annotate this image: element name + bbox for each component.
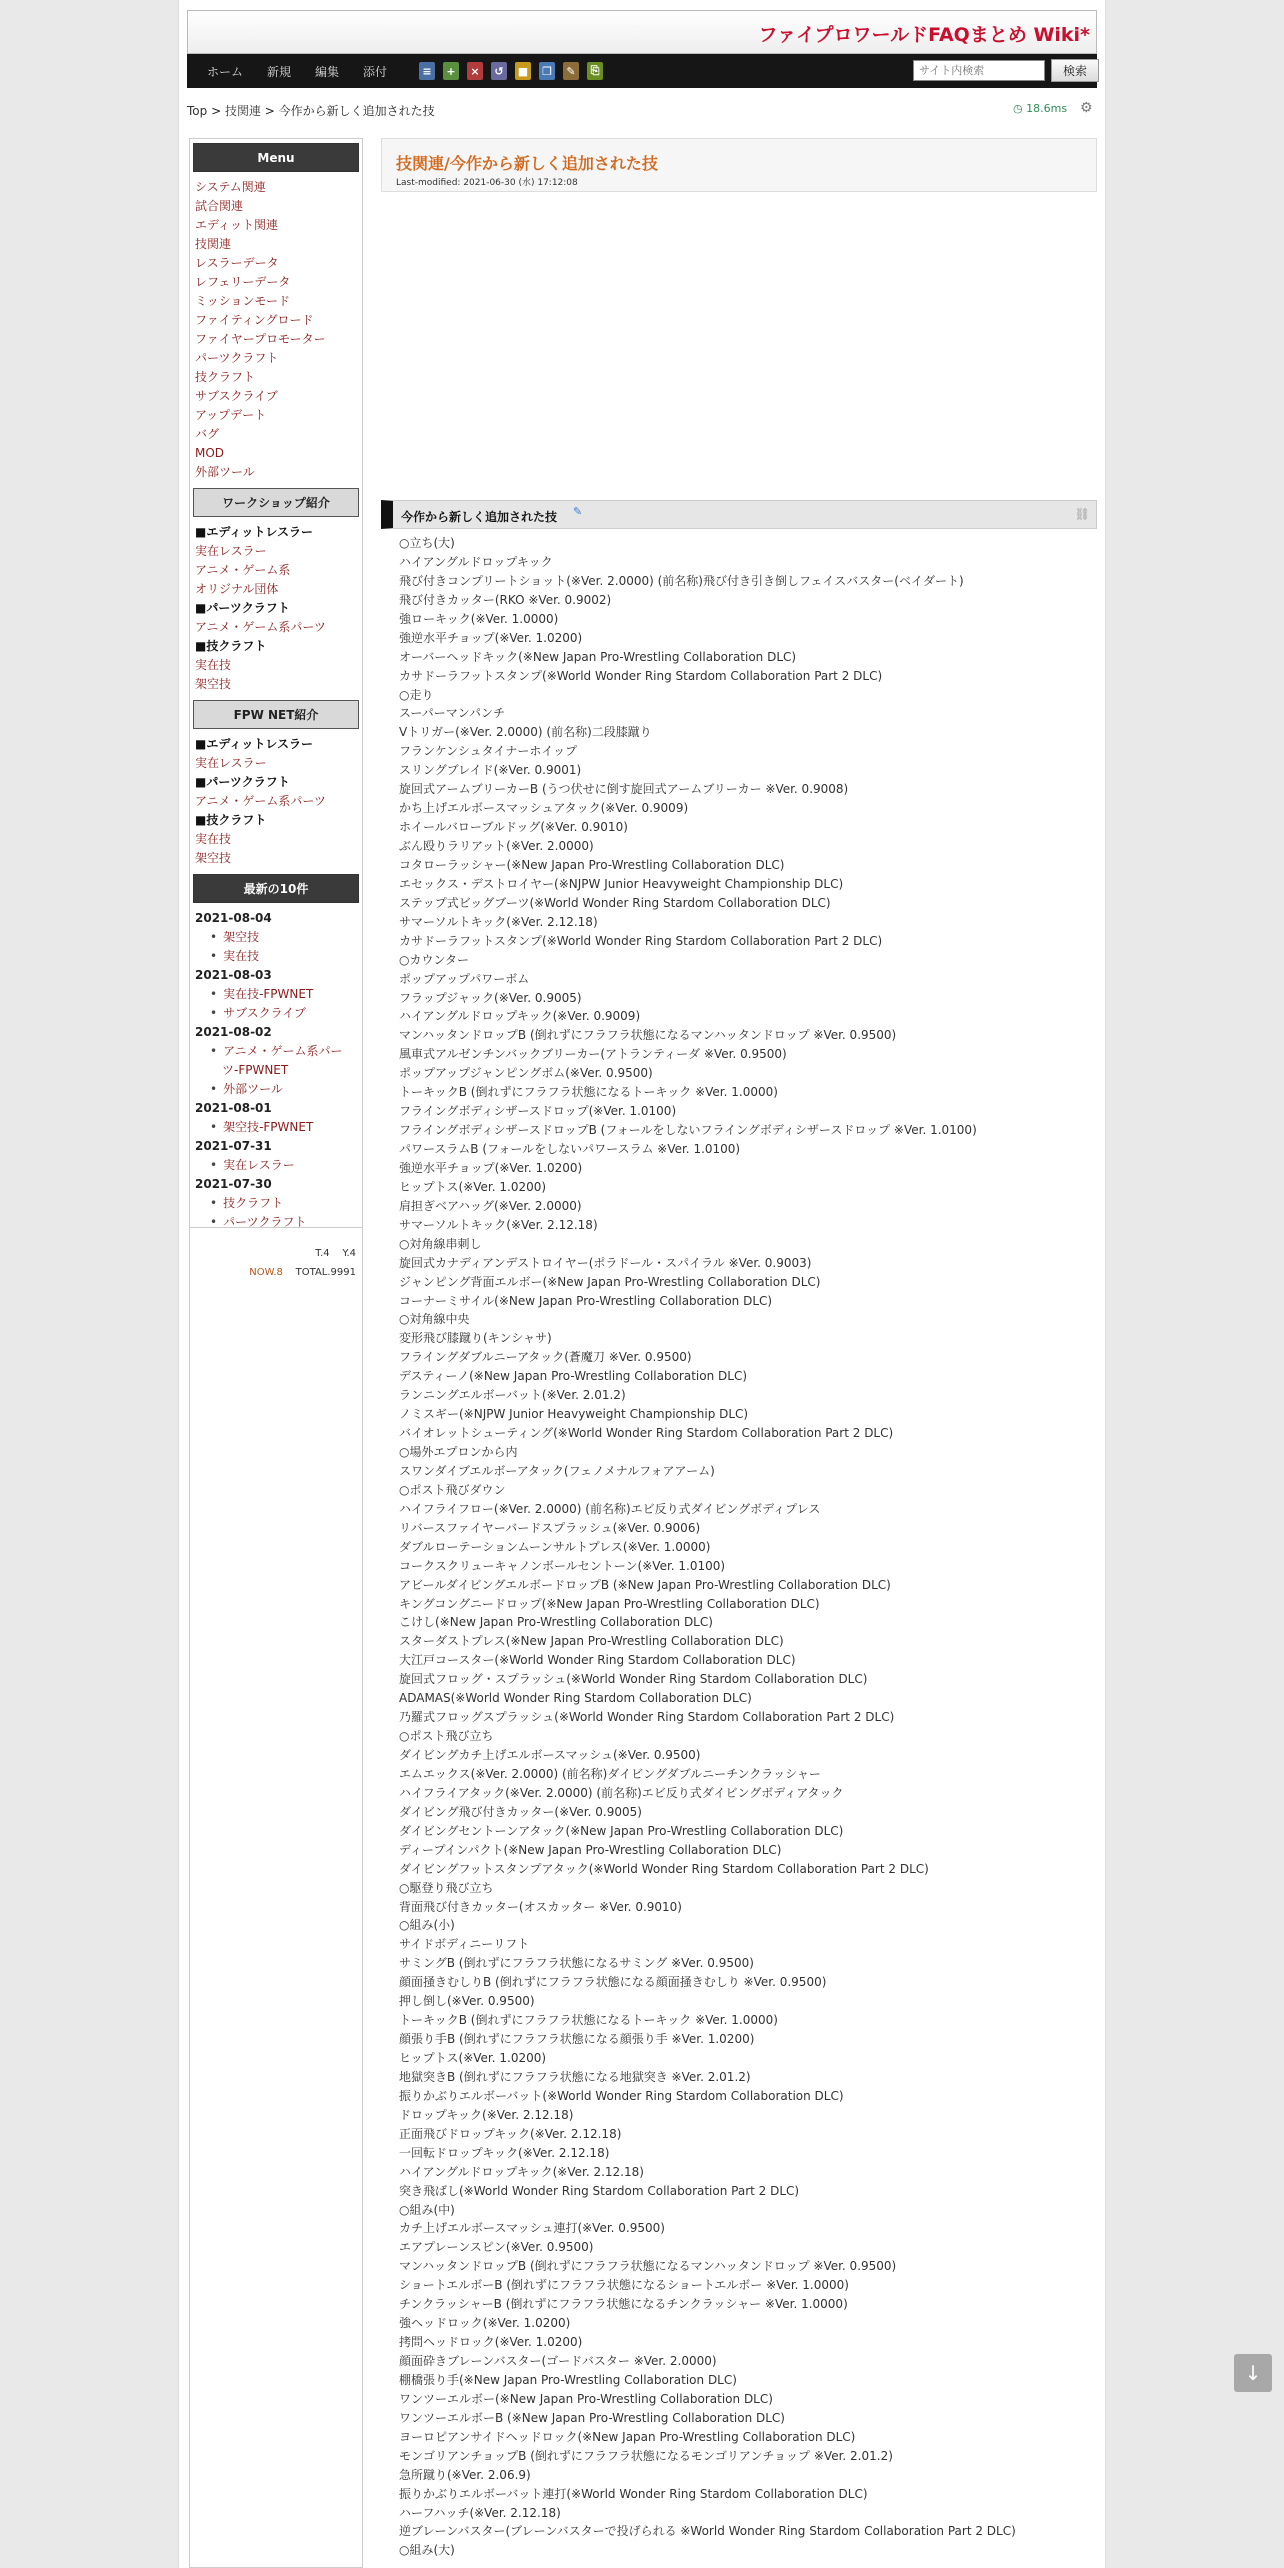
workshop-category: ■パーツクラフト bbox=[195, 601, 290, 615]
sidebar-workshop-list bbox=[190, 523, 362, 694]
category-heading: ○走り bbox=[399, 687, 434, 702]
move-item: ヨーロピアンサイドヘッドロック(※New Japan Pro-Wrestling Collaboration DLC) bbox=[399, 2429, 856, 2444]
move-item: 乃羅式フロッグスプラッシュ(※World Wonder Ring Stardom Collaboration Part 2 DLC) bbox=[399, 1710, 895, 1725]
breadcrumb bbox=[187, 102, 435, 119]
page-title-box bbox=[381, 138, 1097, 192]
rename-icon[interactable]: ✎ bbox=[563, 62, 579, 80]
recent-date: 2021-07-31 bbox=[195, 1139, 272, 1153]
move-item: バイオレットシューティング(※World Wonder Ring Stardom Collaboration Part 2 DLC) bbox=[399, 1426, 894, 1441]
move-item: 正面飛びドロップキック(※Ver. 2.12.18) bbox=[399, 2126, 622, 2141]
render-time-value: 18.6ms bbox=[1026, 102, 1068, 115]
move-item: ステップ式ビッグブーツ(※World Wonder Ring Stardom Collaboration DLC) bbox=[399, 895, 831, 910]
move-item: ハイフライアタック(※Ver. 2.0000) (前名称)エビ反り式ダイビングボディアタック bbox=[399, 1785, 844, 1800]
sidebar-menu-item[interactable]: MOD bbox=[195, 446, 225, 460]
move-item: 顔張り手B (倒れずにフラフラ状態になる顔張り手 ※Ver. 1.0200) bbox=[399, 2032, 755, 2047]
arrow-down-icon: ↓ bbox=[1244, 2361, 1262, 2385]
move-item: フラップジャック(※Ver. 0.9005) bbox=[399, 990, 582, 1005]
move-item: 旋回式カナディアンデストロイヤー(ポラドール・スパイラル ※Ver. 0.9003) bbox=[399, 1255, 812, 1270]
move-item: ハイアングルドロップキック bbox=[399, 554, 553, 569]
move-item: ADAMAS(※World Wonder Ring Stardom Collaboration DLC) bbox=[399, 1691, 752, 1706]
workshop-item[interactable]: アニメ・ゲーム系パーツ bbox=[195, 620, 326, 634]
move-item: カサドーラフットスタンプ(※World Wonder Ring Stardom Collaboration Part 2 DLC) bbox=[399, 668, 883, 683]
fpwnet-category: ■技クラフト bbox=[195, 813, 267, 827]
sidebar-menu-item[interactable]: レスラーデータ bbox=[195, 256, 279, 270]
sidebar-recent-title: 最新の10件 bbox=[193, 874, 359, 903]
category-heading: ○組み(中) bbox=[399, 2202, 455, 2217]
category-heading: ○組み(大) bbox=[399, 2543, 455, 2558]
move-item: サマーソルトキック(※Ver. 2.12.18) bbox=[399, 914, 598, 929]
move-item: キングコングニードロップ(※New Japan Pro-Wrestling Collaboration DLC) bbox=[399, 1596, 820, 1611]
move-item: 大江戸コースター(※World Wonder Ring Stardom Collaboration DLC) bbox=[399, 1653, 796, 1668]
counter-today: T.4 bbox=[315, 1248, 330, 1259]
breadcrumb-top-link[interactable]: Top bbox=[187, 104, 208, 118]
fpwnet-item[interactable]: 実在レスラー bbox=[195, 756, 267, 770]
nav-home-link[interactable]: ホーム bbox=[207, 65, 244, 79]
move-item: チンクラッシャーB (倒れずにフラフラ状態になるチンクラッシャー ※Ver. 1.0000) bbox=[399, 2297, 848, 2312]
move-item: エセックス・デストロイヤー(※NJPW Junior Heavyweight Championship DLC) bbox=[399, 876, 844, 891]
delete-page-icon[interactable]: × bbox=[467, 62, 483, 80]
move-item: エムエックス(※Ver. 2.0000) (前名称)ダイビングダブルニーチンクラッシャー bbox=[399, 1766, 821, 1781]
move-item: サイドボディニーリフト bbox=[399, 1937, 530, 1952]
section-heading bbox=[381, 500, 1097, 529]
recent-date: 2021-07-30 bbox=[195, 1177, 272, 1191]
recent-item[interactable]: • 実在技 bbox=[210, 947, 362, 966]
move-item: ダイビングカチ上げエルボースマッシュ(※Ver. 0.9500) bbox=[399, 1748, 701, 1762]
workshop-item[interactable]: 実在レスラー bbox=[195, 544, 267, 558]
move-item: マンハッタンドロップB (倒れずにフラフラ状態になるマンハッタンドロップ ※Ver. 0.9500) bbox=[399, 1028, 897, 1043]
lock-icon[interactable]: ■ bbox=[515, 62, 531, 80]
move-item: 顔面砕きブレーンバスター(ゴードバスター ※Ver. 2.0000) bbox=[399, 2354, 717, 2368]
access-counter bbox=[190, 1227, 362, 1282]
move-item: ジャンピング背面エルボー(※New Japan Pro-Wrestling Collaboration DLC) bbox=[399, 1274, 821, 1289]
move-item: ディープインパクト(※New Japan Pro-Wrestling Collaboration DLC) bbox=[399, 1842, 782, 1857]
move-item: 急所蹴り(※Ver. 2.06.9) bbox=[399, 2467, 531, 2482]
nav-edit-link[interactable]: 編集 bbox=[315, 65, 340, 79]
move-item: ハイアングルドロップキック(※Ver. 2.12.18) bbox=[399, 2164, 644, 2179]
breadcrumb-separator: > bbox=[260, 104, 279, 118]
move-item: ダイビング飛び付きカッター(※Ver. 0.9005) bbox=[399, 1804, 642, 1819]
gear-icon[interactable]: ⚙ bbox=[1080, 100, 1093, 116]
workshop-category: ■技クラフト bbox=[195, 639, 267, 653]
sidebar-menu-item[interactable]: 技クラフト bbox=[195, 370, 256, 384]
move-item: トーキックB (倒れずにフラフラ状態になるトーキック ※Ver. 1.0000) bbox=[399, 1085, 778, 1100]
attach-icon[interactable]: ⎘ bbox=[587, 62, 603, 80]
page-title[interactable]: 技関連/今作から新しく追加された技 bbox=[396, 154, 658, 173]
fpwnet-item[interactable]: 架空技 bbox=[195, 851, 232, 865]
breadcrumb-current: 今作から新しく追加された技 bbox=[278, 104, 435, 118]
nav-new-link[interactable]: 新規 bbox=[267, 65, 292, 79]
move-item: 振りかぶりエルボーバット連打(※World Wonder Ring Stardom Collaboration DLC) bbox=[399, 2486, 868, 2501]
move-item: 旋回式フロッグ・スプラッシュ(※World Wonder Ring Stardom Collaboration DLC) bbox=[399, 1672, 868, 1687]
move-item: 逆ブレーンバスター(ブレーンバスターで投げられる ※World Wonder Ring Stardom Collaboration Part 2 DLC) bbox=[399, 2524, 1016, 2539]
move-item: コーナーミサイル(※New Japan Pro-Wrestling Collaboration DLC) bbox=[399, 1293, 773, 1308]
move-item: 強ヘッドロック(※Ver. 1.0200) bbox=[399, 2316, 571, 2331]
move-item: 棚橋張り手(※New Japan Pro-Wrestling Collaboration DLC) bbox=[399, 2372, 737, 2387]
move-item: 背面飛び付きカッター(オスカッター ※Ver. 0.9010) bbox=[399, 1899, 682, 1914]
move-item: パワースラムB (フォールをしないパワースラム ※Ver. 1.0100) bbox=[399, 1142, 741, 1156]
move-item: ワンツーエルボーB (※New Japan Pro-Wrestling Collaboration DLC) bbox=[399, 2410, 785, 2425]
sidebar-menu-item[interactable]: ミッションモード bbox=[195, 294, 291, 308]
move-item: カチ上げエルボースマッシュ連打(※Ver. 0.9500) bbox=[399, 2221, 665, 2236]
breadcrumb-parent-link[interactable]: 技関連 bbox=[224, 104, 261, 118]
edit-pencil-icon[interactable]: ✎ bbox=[573, 505, 583, 518]
move-item: フライングボディシザースドロップB (フォールをしないフライングボディシザースドロップ ※Ver. 1.0100) bbox=[399, 1123, 977, 1138]
move-item: ぶん殴りラリアット(※Ver. 2.0000) bbox=[399, 839, 594, 853]
move-item: 風車式アルゼンチンバックブリーカー(アトランティーダ ※Ver. 0.9500) bbox=[399, 1047, 787, 1062]
move-item: 振りかぶりエルボーバット(※World Wonder Ring Stardom Collaboration DLC) bbox=[399, 2088, 844, 2103]
sidebar-menu-item[interactable]: ファイヤープロモーター bbox=[195, 332, 326, 346]
recent-item[interactable]: • サブスクライブ bbox=[210, 1004, 362, 1023]
recent-item[interactable]: • 架空技-FPWNET bbox=[210, 1118, 362, 1137]
sidebar bbox=[189, 138, 363, 2568]
move-item: 肩担ぎベアハッグ(※Ver. 2.0000) bbox=[399, 1198, 582, 1213]
nav-bar bbox=[187, 54, 1097, 88]
nav-attach-link[interactable]: 添付 bbox=[363, 65, 388, 79]
move-item: かち上げエルボースマッシュアタック(※Ver. 0.9009) bbox=[399, 801, 689, 816]
anchor-link-icon[interactable]: ⛓ bbox=[1074, 507, 1090, 521]
sidebar-menu-item[interactable]: パーツクラフト bbox=[195, 351, 279, 365]
recent-item[interactable]: • 技クラフト bbox=[210, 1194, 362, 1213]
recent-date: 2021-08-04 bbox=[195, 911, 272, 925]
move-item: 押し倒し(※Ver. 0.9500) bbox=[399, 1994, 535, 2009]
move-item: ショートエルボーB (倒れずにフラフラ状態になるショートエルボー ※Ver. 1.0000) bbox=[399, 2278, 849, 2293]
move-item: ハイアングルドロップキック(※Ver. 0.9009) bbox=[399, 1009, 641, 1024]
move-item: ノミスギー(※NJPW Junior Heavyweight Championship DLC) bbox=[399, 1407, 749, 1422]
recent-item[interactable]: • アニメ・ゲーム系パー bbox=[210, 1042, 362, 1061]
move-item: フライングボディシザースドロップ(※Ver. 1.0100) bbox=[399, 1104, 677, 1119]
content-body bbox=[399, 534, 1099, 2560]
workshop-item[interactable]: 架空技 bbox=[195, 677, 232, 691]
move-item: ポップアップパワーボム bbox=[399, 971, 530, 986]
fpwnet-item[interactable]: アニメ・ゲーム系パーツ bbox=[195, 794, 326, 808]
category-heading: ○対角線串刺し bbox=[399, 1236, 482, 1251]
move-item: ヒップトス(※Ver. 1.0200) bbox=[399, 1179, 547, 1194]
recent-item[interactable]: • 外部ツール bbox=[210, 1080, 362, 1099]
move-item: コタローラッシャー(※New Japan Pro-Wrestling Collaboration DLC) bbox=[399, 857, 785, 872]
move-item: 地獄突きB (倒れずにフラフラ状態になる地獄突き ※Ver. 2.01.2) bbox=[399, 2069, 751, 2084]
move-item: 拷問ヘッドロック(※Ver. 1.0200) bbox=[399, 2335, 583, 2350]
move-item: ポップアップジャンピングボム(※Ver. 0.9500) bbox=[399, 1066, 653, 1081]
move-item: アビールダイビングエルボードロップB (※New Japan Pro-Wrestling Collaboration DLC) bbox=[399, 1577, 891, 1592]
move-item: スワンダイブエルボーアタック(フェノメナルフォアアーム) bbox=[399, 1463, 715, 1478]
move-item: ホイールバローブルドッグ(※Ver. 0.9010) bbox=[399, 820, 628, 835]
move-item: 変形飛び膝蹴り(キンシャサ) bbox=[399, 1331, 552, 1346]
category-heading: ○カウンター bbox=[399, 952, 469, 967]
move-item: デスティーノ(※New Japan Pro-Wrestling Collaboration DLC) bbox=[399, 1369, 748, 1384]
category-heading: ○駆登り飛び立ち bbox=[399, 1880, 494, 1895]
breadcrumb-separator: > bbox=[207, 104, 225, 118]
move-item: モンゴリアンチョップB (倒れずにフラフラ状態になるモンゴリアンチョップ ※Ver. 2.01.2) bbox=[399, 2448, 893, 2463]
clock-icon: ◷ bbox=[1013, 102, 1027, 115]
search-button[interactable]: 検索 bbox=[1051, 59, 1099, 82]
recent-item[interactable]: • 実在レスラー bbox=[210, 1156, 362, 1175]
counter-yesterday: Y.4 bbox=[342, 1248, 356, 1259]
move-item: ダブルローテーションムーンサルトプレス(※Ver. 1.0000) bbox=[399, 1539, 711, 1554]
move-item: スリングブレイド(※Ver. 0.9001) bbox=[399, 763, 582, 778]
search-input[interactable] bbox=[913, 60, 1045, 81]
move-item: ダイビングセントーンアタック(※New Japan Pro-Wrestling Collaboration DLC) bbox=[399, 1823, 844, 1838]
sidebar-recent-list bbox=[190, 909, 362, 1232]
move-item: ドロップキック(※Ver. 2.12.18) bbox=[399, 2107, 574, 2122]
move-item: フライングダブルニーアタック(蒼魔刀 ※Ver. 0.9500) bbox=[399, 1350, 692, 1365]
sidebar-menu-item[interactable]: エディット関連 bbox=[195, 218, 279, 232]
category-heading: ○ポスト飛びダウン bbox=[399, 1482, 506, 1497]
move-item: オーバーヘッドキック(※New Japan Pro-Wrestling Collaboration DLC) bbox=[399, 649, 797, 664]
sidebar-menu-item[interactable]: サブスクライブ bbox=[195, 389, 278, 403]
sidebar-fpwnet-title: FPW NET紹介 bbox=[193, 700, 359, 729]
move-item: ワンツーエルボー(※New Japan Pro-Wrestling Collaboration DLC) bbox=[399, 2391, 773, 2406]
recent-item[interactable]: • 架空技 bbox=[210, 928, 362, 947]
category-heading: ○場外エプロンから内 bbox=[399, 1445, 518, 1459]
sidebar-menu-item[interactable]: バグ bbox=[195, 427, 220, 441]
counter-total: TOTAL.9991 bbox=[295, 1267, 356, 1278]
move-item: 強逆水平チョップ(※Ver. 1.0200) bbox=[399, 1160, 583, 1175]
new-page-icon[interactable]: + bbox=[443, 62, 459, 80]
recent-item[interactable]: ツ-FPWNET bbox=[222, 1063, 289, 1077]
category-heading: ○対角線中央 bbox=[399, 1312, 470, 1327]
sidebar-menu-title: Menu bbox=[193, 143, 359, 172]
fpwnet-category: ■エディットレスラー bbox=[195, 737, 314, 751]
move-item: マンハッタンドロップB (倒れずにフラフラ状態になるマンハッタンドロップ ※Ver. 0.9500) bbox=[399, 2259, 897, 2274]
render-time bbox=[1013, 102, 1067, 115]
category-heading: ○組み(小) bbox=[399, 1918, 455, 1933]
sidebar-fpwnet-list bbox=[190, 735, 362, 868]
move-item: サマーソルトキック(※Ver. 2.12.18) bbox=[399, 1217, 598, 1232]
move-item: 飛び付きカッター(RKO ※Ver. 0.9002) bbox=[399, 592, 612, 607]
sidebar-menu-item[interactable]: 試合関連 bbox=[195, 199, 244, 213]
move-item: 飛び付きコンプリートショット(※Ver. 2.0000) (前名称)飛び付き引き倒しフェイスバスター(ベイダート) bbox=[399, 573, 964, 588]
sidebar-workshop-title: ワークショップ紹介 bbox=[193, 488, 359, 517]
category-heading: ○立ち(大) bbox=[399, 536, 455, 550]
move-item: ヒップトス(※Ver. 1.0200) bbox=[399, 2051, 547, 2065]
workshop-item[interactable]: 実在技 bbox=[195, 658, 232, 672]
history-icon[interactable]: ↺ bbox=[491, 62, 507, 80]
fpwnet-category: ■パーツクラフト bbox=[195, 775, 290, 789]
move-item: ハーフハッチ(※Ver. 2.12.18) bbox=[399, 2505, 561, 2520]
workshop-item[interactable]: オリジナル団体 bbox=[195, 582, 279, 596]
copy-icon[interactable]: ❐ bbox=[539, 62, 555, 80]
site-header bbox=[187, 10, 1097, 54]
move-item: スターダストプレス(※New Japan Pro-Wrestling Collaboration DLC) bbox=[399, 1634, 784, 1649]
section-title: 今作から新しく追加された技 bbox=[401, 510, 558, 524]
sidebar-menu-item[interactable]: 外部ツール bbox=[195, 465, 255, 479]
move-item: リバースファイヤーバードスプラッシュ(※Ver. 0.9006) bbox=[399, 1520, 701, 1535]
move-item: ランニングエルボーバット(※Ver. 2.01.2) bbox=[399, 1388, 626, 1403]
page-list-icon[interactable]: ≡ bbox=[419, 62, 435, 80]
sidebar-menu-item[interactable]: アップデート bbox=[195, 408, 267, 422]
move-item: エアプレーンスピン(※Ver. 0.9500) bbox=[399, 2240, 594, 2255]
move-item: フランケンシュタイナーホイップ bbox=[399, 744, 578, 759]
recent-item[interactable]: • 実在技-FPWNET bbox=[210, 985, 362, 1004]
recent-item[interactable]: • パーツクラフト bbox=[210, 1213, 362, 1232]
move-item: トーキックB (倒れずにフラフラ状態になるトーキック ※Ver. 1.0000) bbox=[399, 2013, 778, 2028]
site-title[interactable]: ファイプロワールドFAQまとめ Wiki* bbox=[758, 24, 1090, 46]
recent-date: 2021-08-01 bbox=[195, 1101, 272, 1115]
move-item: ダイビングフットスタンプアタック(※World Wonder Ring Stardom Collaboration Part 2 DLC) bbox=[399, 1861, 929, 1876]
move-item: コークスクリューキャノンボールセントーン(※Ver. 1.0100) bbox=[399, 1558, 726, 1573]
move-item: こけし(※New Japan Pro-Wrestling Collaboration DLC) bbox=[399, 1615, 713, 1630]
workshop-item[interactable]: アニメ・ゲーム系 bbox=[195, 563, 291, 577]
counter-now: NOW.8 bbox=[249, 1267, 283, 1278]
move-item: スーパーマンパンチ bbox=[399, 706, 505, 721]
sidebar-menu-list bbox=[190, 178, 362, 482]
move-item: カサドーラフットスタンプ(※World Wonder Ring Stardom Collaboration Part 2 DLC) bbox=[399, 933, 883, 948]
sidebar-menu-item[interactable]: ファイティングロード bbox=[195, 313, 314, 327]
scroll-down-button[interactable] bbox=[1234, 2354, 1272, 2392]
sidebar-menu-item[interactable]: 技関連 bbox=[195, 237, 232, 251]
move-item: 一回転ドロップキック(※Ver. 2.12.18) bbox=[399, 2145, 610, 2160]
recent-date: 2021-08-03 bbox=[195, 968, 272, 982]
workshop-category: ■エディットレスラー bbox=[195, 525, 314, 539]
move-item: Vトリガー(※Ver. 2.0000) (前名称)二段膝蹴り bbox=[399, 725, 652, 740]
fpwnet-item[interactable]: 実在技 bbox=[195, 832, 232, 846]
last-modified: Last-modified: 2021-06-30 (水) 17:12:08 bbox=[396, 178, 578, 188]
move-item: 突き飛ばし(※World Wonder Ring Stardom Collaboration Part 2 DLC) bbox=[399, 2183, 800, 2198]
move-item: 強逆水平チョップ(※Ver. 1.0200) bbox=[399, 630, 583, 645]
sidebar-menu-item[interactable]: レフェリーデータ bbox=[195, 275, 291, 289]
category-heading: ○ポスト飛び立ち bbox=[399, 1729, 494, 1744]
move-item: 強ローキック(※Ver. 1.0000) bbox=[399, 611, 559, 626]
page-container bbox=[178, 0, 1106, 2568]
sidebar-menu-item[interactable]: システム関連 bbox=[195, 180, 266, 194]
move-item: 顔面掻きむしりB (倒れずにフラフラ状態になる顔面掻きむしり ※Ver. 0.9500) bbox=[399, 1975, 827, 1990]
recent-date: 2021-08-02 bbox=[195, 1025, 272, 1039]
move-item: ハイフライフロー(※Ver. 2.0000) (前名称)エビ反り式ダイビングボディプレス bbox=[399, 1501, 821, 1516]
move-item: 旋回式アームブリーカーB (うつ伏せに倒す旋回式アームブリーカー ※Ver. 0.9008) bbox=[399, 782, 849, 797]
move-item: サミングB (倒れずにフラフラ状態になるサミング ※Ver. 0.9500) bbox=[399, 1956, 754, 1971]
